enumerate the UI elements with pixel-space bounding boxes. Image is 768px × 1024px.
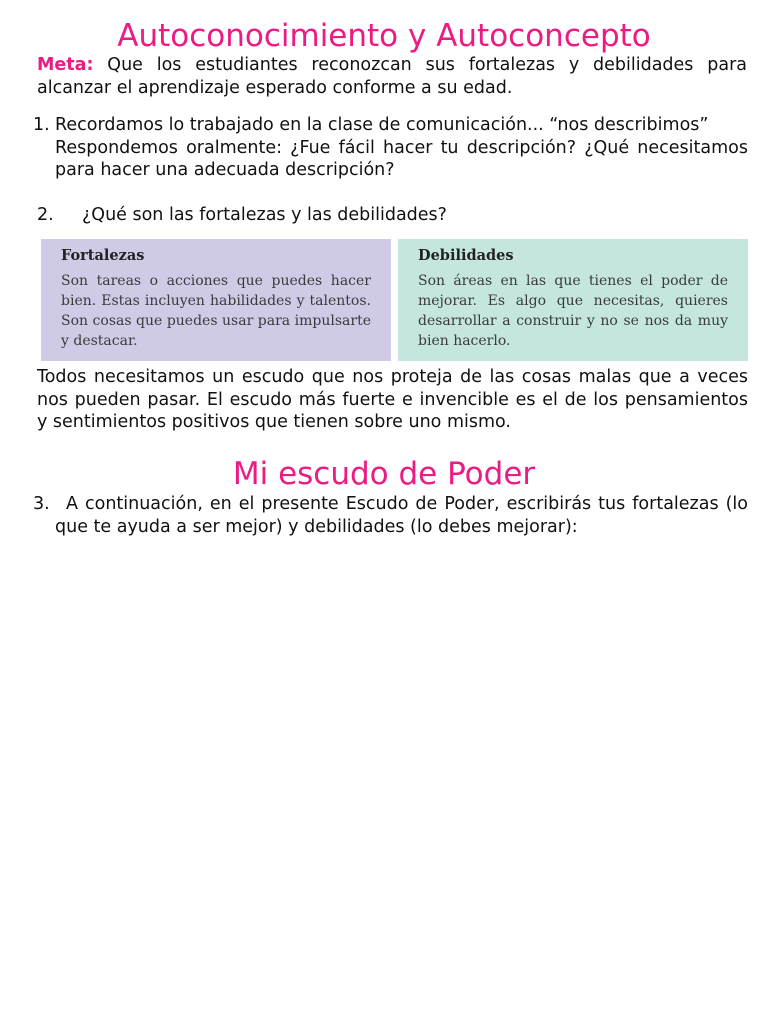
list-item-3 xyxy=(33,493,748,538)
goal-label: Meta: xyxy=(37,55,94,75)
list-item-2 xyxy=(37,204,748,227)
fortalezas-definition: Son tareas o acciones que puedes hacer bien. Estas incluyen habilidades y talentos. Son cosas que puedes usar para impulsarte y destacar. xyxy=(61,273,371,349)
goal-statement xyxy=(37,54,747,100)
goal-text: Que los estudiantes reconozcan sus fortalezas y debilidades para alcanzar el aprendizaje esperado conforme a su edad. xyxy=(37,55,747,98)
list-item-number: 2. xyxy=(37,205,54,225)
list-item-number: 3. xyxy=(33,494,50,514)
list-item-1 xyxy=(33,114,748,182)
list-item-text: A continuación, en el presente Escudo de Poder, escribirás tus fortalezas (lo que te ayuda a ser mejor) y debilidades (lo debes mejorar): xyxy=(55,494,748,537)
debilidades-definition: Son áreas en las que tienes el poder de mejorar. Es algo que necesitas, quieres desarrollar a construir y no se nos da muy bien hacerlo. xyxy=(418,273,728,349)
section-title: Mi escudo de Poder xyxy=(232,456,536,492)
definitions-panel xyxy=(41,239,748,361)
list-item-text: Respondemos oralmente: ¿Fue fácil hacer tu descripción? ¿Qué necesitamos para hacer una adecuada descripción? xyxy=(55,137,748,180)
fortalezas-heading: Fortalezas xyxy=(61,247,145,264)
page-title: Autoconocimiento y Autoconcepto xyxy=(117,18,651,54)
fortalezas-box xyxy=(41,239,391,361)
list-item-text: ¿Qué son las fortalezas y las debilidades? xyxy=(82,205,447,225)
debilidades-box xyxy=(398,239,748,361)
list-item-text: Recordamos lo trabajado en la clase de comunicación... “nos describimos” xyxy=(55,115,709,135)
shield-paragraph: Todos necesitamos un escudo que nos proteja de las cosas malas que a veces nos pueden pasar. El escudo más fuerte e invencible es el de los pensamientos y sentimientos positivos que tienen sobre uno mismo. xyxy=(37,367,748,432)
debilidades-heading: Debilidades xyxy=(418,247,514,264)
list-item-number: 1. xyxy=(33,115,50,135)
